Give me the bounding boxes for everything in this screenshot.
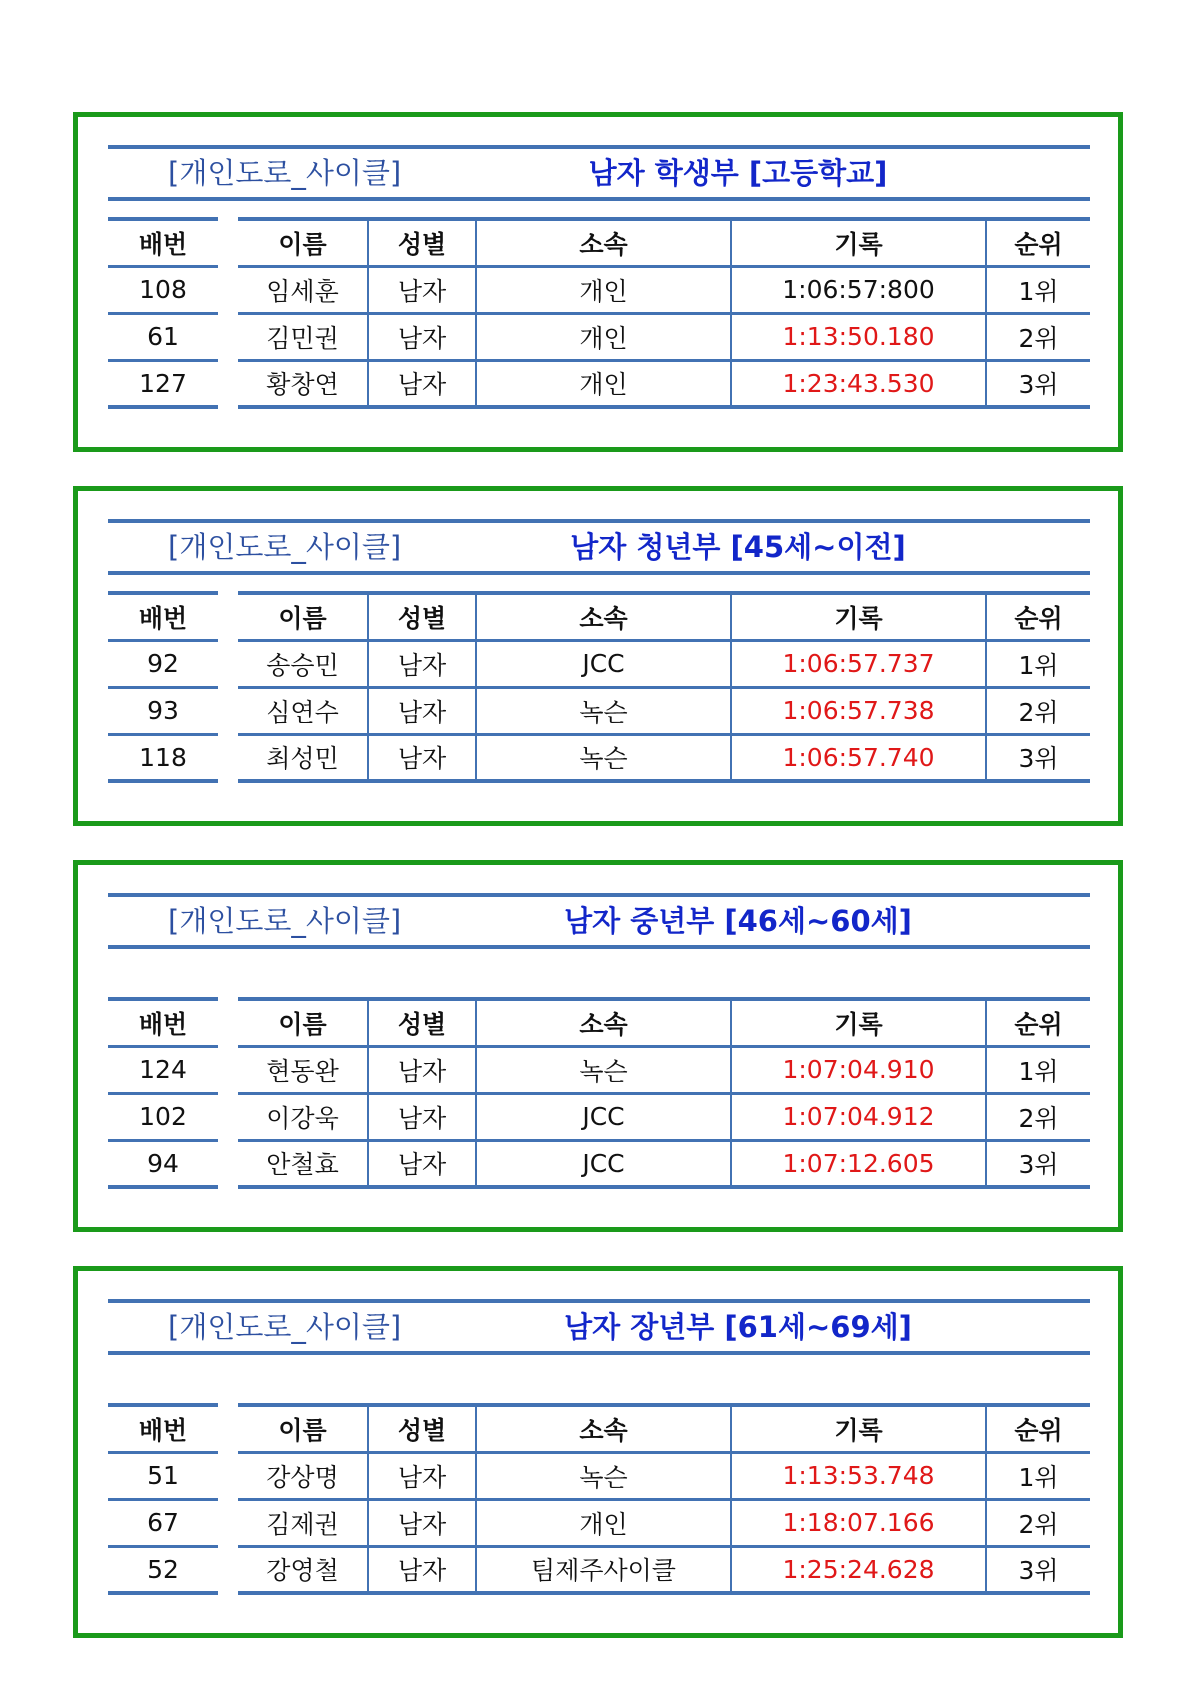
category-title: [개인도로_사이클]: [168, 530, 402, 564]
table-row: [108, 687, 1090, 734]
gender-cell: 남자: [368, 734, 476, 781]
header-record: 기록: [731, 1405, 986, 1452]
table-row: [108, 1140, 1090, 1187]
team-cell: 녹슨: [476, 687, 731, 734]
column-gap: [218, 1546, 238, 1593]
header-team: 소속: [476, 219, 731, 266]
name-cell: 강상명: [238, 1452, 368, 1499]
gender-cell: 남자: [368, 640, 476, 687]
header-bib: 배번: [108, 593, 218, 640]
results-table: [108, 217, 1090, 409]
header-rank: 순위: [986, 593, 1090, 640]
table-row: [108, 1452, 1090, 1499]
team-cell: 개인: [476, 1499, 731, 1546]
header-rule-bottom: [108, 197, 1090, 201]
rank-cell: 1위: [986, 1452, 1090, 1499]
record-cell: 1:25:24.628: [731, 1546, 986, 1593]
record-cell: 1:07:12.605: [731, 1140, 986, 1187]
table-row: [108, 1046, 1090, 1093]
name-cell: 송승민: [238, 640, 368, 687]
team-cell: JCC: [476, 1093, 731, 1140]
bib-cell: 61: [108, 313, 218, 360]
table-row: [108, 1093, 1090, 1140]
rank-cell: 2위: [986, 1093, 1090, 1140]
record-cell: 1:07:04.912: [731, 1093, 986, 1140]
team-cell: 녹슨: [476, 734, 731, 781]
record-cell: 1:18:07.166: [731, 1499, 986, 1546]
column-gap: [218, 593, 238, 640]
bib-cell: 127: [108, 360, 218, 407]
bib-cell: 67: [108, 1499, 218, 1546]
name-cell: 이강욱: [238, 1093, 368, 1140]
record-cell: 1:13:50.180: [731, 313, 986, 360]
header-name: 이름: [238, 1405, 368, 1452]
team-cell: 개인: [476, 360, 731, 407]
header-name: 이름: [238, 219, 368, 266]
gender-cell: 남자: [368, 1093, 476, 1140]
category-title: [개인도로_사이클]: [168, 904, 402, 938]
rank-cell: 1위: [986, 266, 1090, 313]
results-table: [108, 591, 1090, 783]
name-cell: 황창연: [238, 360, 368, 407]
gender-cell: 남자: [368, 266, 476, 313]
bib-cell: 102: [108, 1093, 218, 1140]
table-row: [108, 640, 1090, 687]
column-gap: [218, 1452, 238, 1499]
header-rule-bottom: [108, 945, 1090, 949]
table-header-row: [108, 219, 1090, 266]
header-record: 기록: [731, 999, 986, 1046]
header-bib: 배번: [108, 999, 218, 1046]
record-cell: 1:13:53.748: [731, 1452, 986, 1499]
rank-cell: 3위: [986, 360, 1090, 407]
category-title: [개인도로_사이클]: [168, 156, 402, 190]
rank-cell: 2위: [986, 1499, 1090, 1546]
rank-cell: 2위: [986, 687, 1090, 734]
results-section: [73, 860, 1123, 1232]
division-title: 남자 장년부 [61세~69세]: [564, 1310, 912, 1344]
gender-cell: 남자: [368, 687, 476, 734]
header-team: 소속: [476, 1405, 731, 1452]
header-team: 소속: [476, 999, 731, 1046]
column-gap: [218, 313, 238, 360]
column-gap: [218, 1405, 238, 1452]
name-cell: 심연수: [238, 687, 368, 734]
rank-cell: 1위: [986, 1046, 1090, 1093]
gender-cell: 남자: [368, 1452, 476, 1499]
results-section: [73, 486, 1123, 826]
gender-cell: 남자: [368, 313, 476, 360]
name-cell: 현동완: [238, 1046, 368, 1093]
team-cell: 팀제주사이클: [476, 1546, 731, 1593]
gender-cell: 남자: [368, 1499, 476, 1546]
column-gap: [218, 360, 238, 407]
column-gap: [218, 219, 238, 266]
rank-cell: 3위: [986, 1140, 1090, 1187]
table-row: [108, 734, 1090, 781]
table-row: [108, 1499, 1090, 1546]
bib-cell: 118: [108, 734, 218, 781]
column-gap: [218, 266, 238, 313]
record-cell: 1:23:43.530: [731, 360, 986, 407]
name-cell: 임세훈: [238, 266, 368, 313]
table-row: [108, 266, 1090, 313]
header-name: 이름: [238, 999, 368, 1046]
header-rank: 순위: [986, 219, 1090, 266]
rank-cell: 1위: [986, 640, 1090, 687]
bib-cell: 94: [108, 1140, 218, 1187]
table-header-row: [108, 593, 1090, 640]
column-gap: [218, 1140, 238, 1187]
name-cell: 강영철: [238, 1546, 368, 1593]
record-cell: 1:06:57.738: [731, 687, 986, 734]
record-cell: 1:06:57.737: [731, 640, 986, 687]
column-gap: [218, 687, 238, 734]
results-section: [73, 112, 1123, 452]
header-gender: 성별: [368, 593, 476, 640]
header-gender: 성별: [368, 219, 476, 266]
results-table: [108, 997, 1090, 1189]
table-row: [108, 360, 1090, 407]
team-cell: JCC: [476, 640, 731, 687]
record-cell: 1:06:57:800: [731, 266, 986, 313]
bib-cell: 51: [108, 1452, 218, 1499]
division-title: 남자 중년부 [46세~60세]: [564, 904, 912, 938]
header-name: 이름: [238, 593, 368, 640]
header-record: 기록: [731, 219, 986, 266]
header-record: 기록: [731, 593, 986, 640]
gender-cell: 남자: [368, 1546, 476, 1593]
team-cell: 녹슨: [476, 1452, 731, 1499]
record-cell: 1:07:04.910: [731, 1046, 986, 1093]
gender-cell: 남자: [368, 360, 476, 407]
bib-cell: 52: [108, 1546, 218, 1593]
header-gender: 성별: [368, 1405, 476, 1452]
header-rank: 순위: [986, 999, 1090, 1046]
rank-cell: 2위: [986, 313, 1090, 360]
name-cell: 최성민: [238, 734, 368, 781]
rank-cell: 3위: [986, 734, 1090, 781]
team-cell: 개인: [476, 266, 731, 313]
results-table: [108, 1403, 1090, 1595]
header-team: 소속: [476, 593, 731, 640]
category-title: [개인도로_사이클]: [168, 1310, 402, 1344]
column-gap: [218, 1499, 238, 1546]
header-gender: 성별: [368, 999, 476, 1046]
table-row: [108, 313, 1090, 360]
bib-cell: 93: [108, 687, 218, 734]
column-gap: [218, 734, 238, 781]
name-cell: 김민권: [238, 313, 368, 360]
results-section: [73, 1266, 1123, 1638]
column-gap: [218, 999, 238, 1046]
team-cell: 녹슨: [476, 1046, 731, 1093]
bib-cell: 108: [108, 266, 218, 313]
team-cell: 개인: [476, 313, 731, 360]
header-bib: 배번: [108, 219, 218, 266]
header-rank: 순위: [986, 1405, 1090, 1452]
gender-cell: 남자: [368, 1046, 476, 1093]
gender-cell: 남자: [368, 1140, 476, 1187]
column-gap: [218, 1046, 238, 1093]
column-gap: [218, 640, 238, 687]
bib-cell: 124: [108, 1046, 218, 1093]
table-row: [108, 1546, 1090, 1593]
division-title: 남자 학생부 [고등학교]: [588, 156, 888, 190]
table-header-row: [108, 1405, 1090, 1452]
rank-cell: 3위: [986, 1546, 1090, 1593]
bib-cell: 92: [108, 640, 218, 687]
record-cell: 1:06:57.740: [731, 734, 986, 781]
header-bib: 배번: [108, 1405, 218, 1452]
team-cell: JCC: [476, 1140, 731, 1187]
name-cell: 안철효: [238, 1140, 368, 1187]
table-header-row: [108, 999, 1090, 1046]
column-gap: [218, 1093, 238, 1140]
header-rule-bottom: [108, 1351, 1090, 1355]
header-rule-bottom: [108, 571, 1090, 575]
division-title: 남자 청년부 [45세~이전]: [570, 530, 906, 564]
name-cell: 김제권: [238, 1499, 368, 1546]
